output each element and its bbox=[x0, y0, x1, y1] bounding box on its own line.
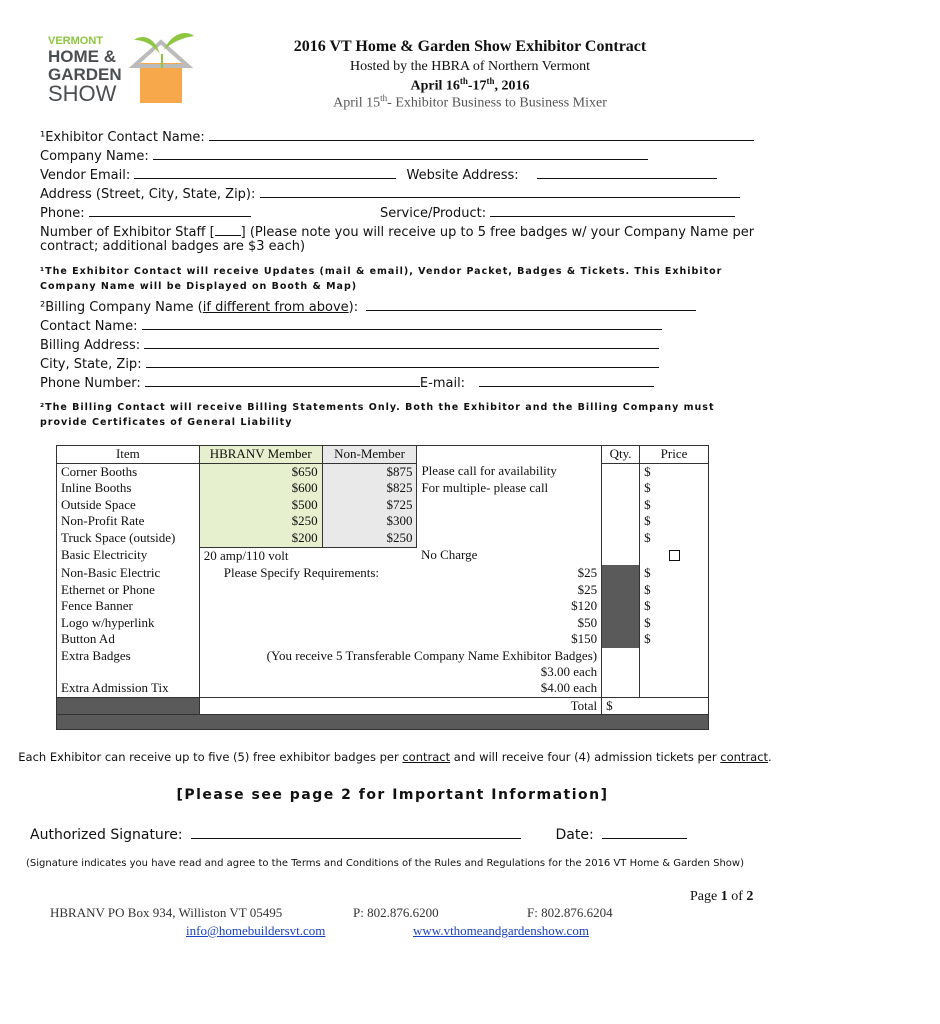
row-qty[interactable] bbox=[602, 598, 640, 615]
row-cost: $25 bbox=[577, 565, 598, 581]
signature-row bbox=[30, 826, 687, 843]
total-price[interactable]: $ bbox=[602, 697, 709, 715]
billing-contact-label: Contact Name: bbox=[40, 319, 138, 334]
billing-city-label: City, State, Zip: bbox=[40, 357, 142, 372]
signature-field[interactable] bbox=[191, 826, 521, 839]
row-qty[interactable] bbox=[602, 565, 640, 582]
signature-label: Authorized Signature: bbox=[30, 827, 183, 843]
row-cost-cell bbox=[199, 565, 601, 582]
row-member-price: $600 bbox=[199, 480, 322, 497]
staff-count-field[interactable] bbox=[215, 223, 241, 236]
row-qty[interactable] bbox=[602, 480, 640, 497]
row-price[interactable]: $ bbox=[640, 615, 709, 632]
hosted-by: Hosted by the HBRA of Northern Vermont bbox=[349, 59, 591, 74]
if-different-text: if different from above bbox=[202, 300, 349, 315]
website-field[interactable] bbox=[537, 166, 717, 179]
billing-email-label: E-mail: bbox=[419, 376, 466, 391]
staff-note-2: contract; additional badges are $3 each) bbox=[40, 239, 306, 254]
signature-note: (Signature indicates you have read and agree to the Terms and Conditions of the Rules and Regulations for the 2016 VT Home & Garden Show) bbox=[25, 858, 744, 869]
website-label: Website Address: bbox=[406, 168, 519, 183]
company-label: Company Name: bbox=[40, 149, 149, 164]
row-item: Extra Badges bbox=[57, 648, 200, 680]
row-member-price: $200 bbox=[199, 530, 322, 547]
billing-contact-field[interactable] bbox=[142, 317, 662, 330]
row-qty[interactable] bbox=[602, 648, 640, 680]
row-item: Basic Electricity bbox=[57, 547, 200, 565]
table-row bbox=[57, 497, 709, 514]
date-label: Date: bbox=[555, 827, 594, 843]
row-item: Extra Admission Tix bbox=[57, 680, 200, 697]
billing-company-row bbox=[40, 298, 696, 315]
table-row bbox=[57, 480, 709, 497]
row-qty[interactable] bbox=[602, 582, 640, 599]
logo-show: SHOW bbox=[48, 81, 117, 106]
page-title: 2016 VT Home & Garden Show Exhibitor Contract bbox=[293, 38, 647, 55]
phone-label: Phone: bbox=[40, 206, 85, 221]
row-item: Truck Space (outside) bbox=[57, 530, 200, 547]
row-qty[interactable] bbox=[602, 631, 640, 648]
row-cost: $120 bbox=[199, 598, 601, 615]
row-item: Inline Booths bbox=[57, 480, 200, 497]
table-row bbox=[57, 615, 709, 632]
row-item: Logo w/hyperlink bbox=[57, 615, 200, 632]
row-item: Ethernet or Phone bbox=[57, 582, 200, 599]
row-price[interactable]: $ bbox=[640, 497, 709, 514]
row-cost: $150 bbox=[199, 631, 601, 648]
row-price[interactable]: $ bbox=[640, 631, 709, 648]
row-nonmember-price: $875 bbox=[322, 463, 417, 480]
footer-address: HBRANV PO Box 934, Williston VT 05495 bbox=[50, 905, 283, 920]
logo-home: HOME & bbox=[48, 47, 116, 66]
footer-email-link[interactable]: info@homebuildersvt.com bbox=[186, 923, 326, 938]
vendor-email-field[interactable] bbox=[134, 166, 396, 179]
row-price[interactable] bbox=[640, 680, 709, 697]
billing-email-field[interactable] bbox=[479, 374, 654, 387]
row-item: Corner Booths bbox=[57, 463, 200, 480]
billing-note: ²The Billing Contact will receive Billing Statements Only. Both the Exhibitor and the Billing Company must provide Certificates of General Liability bbox=[40, 402, 715, 428]
billing-city-row bbox=[40, 355, 659, 372]
row-price[interactable]: $ bbox=[640, 582, 709, 599]
exhibitor-contact-row bbox=[40, 128, 754, 145]
contract-text-1: contract bbox=[402, 750, 451, 764]
pricing-table bbox=[56, 445, 709, 730]
email-row bbox=[40, 166, 717, 183]
row-nonmember-price: $725 bbox=[322, 497, 417, 514]
row-qty[interactable] bbox=[602, 547, 640, 565]
header-item: Item bbox=[57, 446, 200, 464]
billing-company-label: ²Billing Company Name ( bbox=[40, 300, 203, 315]
header-nonmember: Non-Member bbox=[322, 446, 417, 464]
badges-note-line bbox=[0, 750, 790, 764]
mixer-date: April 15th- Exhibitor Business to Business Mixer bbox=[333, 93, 607, 111]
row-price[interactable]: $ bbox=[640, 565, 709, 582]
row-cost: $25 bbox=[199, 582, 601, 599]
row-item: Non-Basic Electric bbox=[57, 565, 200, 582]
billing-phone-row bbox=[40, 374, 654, 391]
page-number: Page 1 of 2 bbox=[690, 889, 754, 904]
staff-row bbox=[40, 223, 754, 240]
row-note: No Charge bbox=[417, 547, 602, 565]
specify-requirements: Please Specify Requirements: bbox=[223, 565, 380, 581]
table-row bbox=[57, 598, 709, 615]
show-dates: April 16th-17th, 2016 bbox=[410, 76, 530, 94]
footer-website-link[interactable]: www.vthomeandgardenshow.com bbox=[413, 923, 589, 938]
table-row bbox=[57, 513, 709, 530]
row-qty[interactable] bbox=[602, 680, 640, 697]
service-label: Service/Product: bbox=[379, 206, 487, 221]
billing-address-label: Billing Address: bbox=[40, 338, 141, 353]
footer-fax: F: 802.876.6204 bbox=[527, 905, 613, 920]
row-note bbox=[417, 513, 602, 530]
row-price[interactable]: $ bbox=[640, 463, 709, 480]
row-qty[interactable] bbox=[602, 513, 640, 530]
row-price[interactable]: $ bbox=[640, 598, 709, 615]
total-spacer bbox=[57, 697, 200, 715]
address-label: Address (Street, City, State, Zip): bbox=[40, 187, 256, 202]
table-row bbox=[57, 463, 709, 480]
badges-note-pre: Each Exhibitor can receive up to five (5) free exhibitor badges per bbox=[18, 750, 403, 764]
row-qty[interactable] bbox=[602, 530, 640, 547]
billing-phone-field[interactable] bbox=[145, 374, 420, 387]
exhibitor-contact-label: ¹Exhibitor Contact Name: bbox=[40, 130, 205, 145]
phone-row bbox=[40, 204, 735, 221]
row-price[interactable]: $ bbox=[640, 480, 709, 497]
header-note bbox=[417, 446, 602, 464]
row-member-price: $650 bbox=[199, 463, 322, 480]
exhibitor-note: ¹The Exhibitor Contact will receive Updates (mail & email), Vendor Packet, Badges & Tickets. This Exhibitor Company Name will be Displayed on Booth & Map) bbox=[40, 266, 723, 292]
table-bottom-bar bbox=[57, 715, 709, 730]
row-item: Fence Banner bbox=[57, 598, 200, 615]
row-cost: $4.00 each bbox=[199, 680, 601, 697]
table-row bbox=[57, 582, 709, 599]
billing-address-row bbox=[40, 336, 659, 353]
staff-note: ] (Please note you will receive up to 5 free badges w/ your Company Name per bbox=[240, 225, 755, 240]
table-row bbox=[57, 648, 709, 680]
row-cost: $50 bbox=[199, 615, 601, 632]
billing-company-label-end: ): bbox=[348, 300, 359, 315]
phone-field[interactable] bbox=[89, 204, 251, 217]
table-row bbox=[57, 565, 709, 582]
row-note: Please call for availability bbox=[417, 463, 602, 480]
badges-note-mid: and will receive four (4) admission tickets per bbox=[450, 750, 721, 764]
badges-note-end: . bbox=[768, 750, 772, 764]
footer-phone: P: 802.876.6200 bbox=[353, 905, 439, 920]
company-row bbox=[40, 147, 648, 164]
row-qty[interactable] bbox=[602, 615, 640, 632]
table-header-row bbox=[57, 446, 709, 464]
header-price: Price bbox=[640, 446, 709, 464]
logo-vermont: VERMONT bbox=[48, 35, 103, 47]
badges-note: (You receive 5 Transferable Company Name Exhibitor Badges) bbox=[266, 648, 598, 664]
billing-contact-row bbox=[40, 317, 662, 334]
billing-phone-label: Phone Number: bbox=[40, 376, 141, 391]
row-note bbox=[417, 497, 602, 514]
service-field[interactable] bbox=[490, 204, 735, 217]
row-item: Outside Space bbox=[57, 497, 200, 514]
row-qty[interactable] bbox=[602, 497, 640, 514]
total-label: Total bbox=[199, 697, 601, 715]
header-member: HBRANV Member bbox=[199, 446, 322, 464]
table-row bbox=[57, 680, 709, 697]
billing-company-field[interactable] bbox=[366, 298, 696, 311]
row-qty[interactable] bbox=[602, 463, 640, 480]
checkbox-icon[interactable] bbox=[669, 550, 680, 561]
table-row bbox=[57, 631, 709, 648]
date-field[interactable] bbox=[602, 826, 687, 839]
row-member-price: $250 bbox=[199, 513, 322, 530]
row-note bbox=[417, 530, 602, 547]
row-note: For multiple- please call bbox=[417, 480, 602, 497]
billing-city-field[interactable] bbox=[146, 355, 659, 368]
table-row bbox=[57, 547, 709, 565]
row-member-price: $500 bbox=[199, 497, 322, 514]
row-price[interactable] bbox=[640, 648, 709, 680]
row-nonmember-price: $250 bbox=[322, 530, 417, 547]
exhibitor-contact-field[interactable] bbox=[209, 128, 754, 141]
address-field[interactable] bbox=[260, 185, 740, 198]
company-field[interactable] bbox=[153, 147, 648, 160]
logo-garden: GARDEN bbox=[48, 65, 122, 84]
header-qty: Qty. bbox=[602, 446, 640, 464]
billing-address-field[interactable] bbox=[144, 336, 659, 349]
bottom-bar bbox=[57, 715, 709, 730]
contract-text-2: contract bbox=[720, 750, 769, 764]
row-price[interactable]: $ bbox=[640, 513, 709, 530]
vendor-email-label: Vendor Email: bbox=[40, 168, 131, 183]
total-row bbox=[57, 697, 709, 715]
row-item: Non-Profit Rate bbox=[57, 513, 200, 530]
row-electric-spec: 20 amp/110 volt bbox=[199, 547, 417, 565]
basic-electric-checkbox[interactable] bbox=[640, 547, 709, 565]
page2-note: [Please see page 2 for Important Information] bbox=[176, 787, 609, 803]
row-cost-cell bbox=[199, 648, 601, 680]
row-nonmember-price: $825 bbox=[322, 480, 417, 497]
row-nonmember-price: $300 bbox=[322, 513, 417, 530]
row-cost: $3.00 each bbox=[540, 664, 598, 680]
address-row bbox=[40, 185, 740, 202]
row-price[interactable]: $ bbox=[640, 530, 709, 547]
row-item: Button Ad bbox=[57, 631, 200, 648]
staff-label: Number of Exhibitor Staff [ bbox=[40, 225, 215, 240]
table-row bbox=[57, 530, 709, 547]
